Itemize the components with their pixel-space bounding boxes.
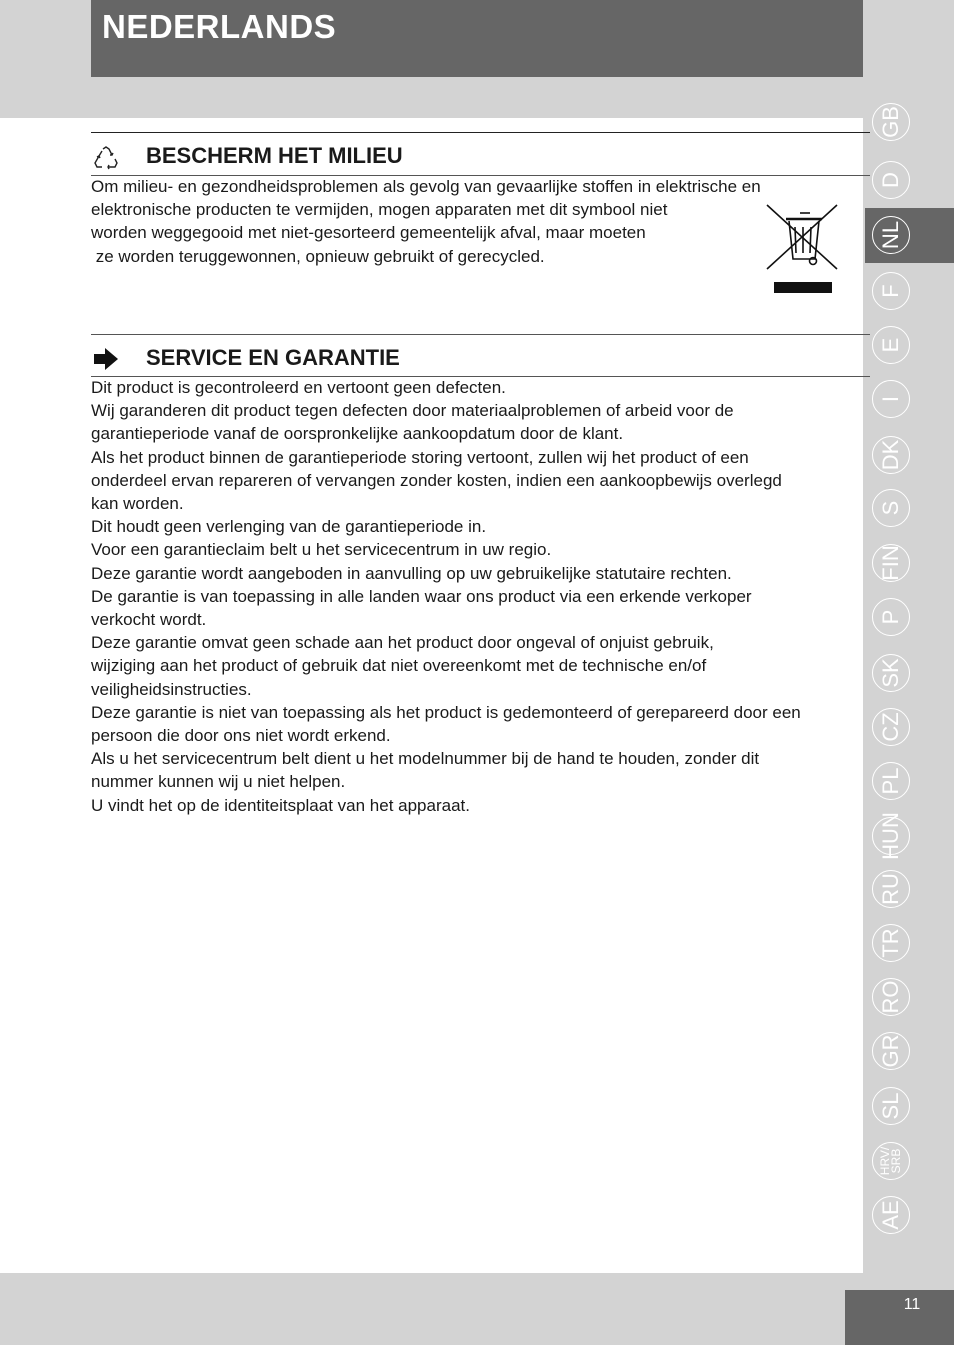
language-tab-label: E — [878, 337, 903, 353]
environment-paragraph: Om milieu- en gezondheidsproblemen als gevolg van gevaarlijke stoffen in elektrische en elektronische producten te vermijden, mogen apparaten met dit symbool niet worden weggegooid met niet-gesorteerd gemeentelijk afval, maar moeten ze worden teruggewonnen, opnieuw gebruikt of gerecycled. — [91, 177, 761, 266]
language-tab-gb[interactable] — [872, 103, 910, 141]
language-tab-label: HUN — [878, 812, 903, 860]
page-number: 11 — [903, 1296, 921, 1313]
section-title-service: SERVICE EN GARANTIE — [146, 345, 400, 370]
language-tab-ae[interactable] — [872, 1196, 910, 1234]
language-tab-hrvsrb[interactable] — [872, 1142, 910, 1180]
language-tab-i[interactable] — [872, 380, 910, 418]
language-tab-nl[interactable] — [872, 216, 910, 254]
language-tab-label: GR — [878, 1034, 903, 1068]
language-tab-pl[interactable] — [872, 762, 910, 800]
page-number-box — [845, 1290, 954, 1345]
language-tab-hun[interactable] — [872, 812, 910, 860]
language-tab-label: HRV/ SRB — [878, 1146, 903, 1176]
language-tab-ro[interactable] — [872, 978, 910, 1016]
language-tab-label: AE — [878, 1200, 903, 1230]
language-tab-fin[interactable] — [872, 544, 910, 582]
language-tab-label: P — [878, 609, 903, 625]
language-tab-gr[interactable] — [872, 1032, 910, 1070]
language-tab-tr[interactable] — [872, 924, 910, 962]
language-tab-cz[interactable] — [872, 708, 910, 746]
arrow-right-icon — [93, 346, 119, 372]
language-tab-sk[interactable] — [872, 654, 910, 692]
language-tab-ru[interactable] — [872, 870, 910, 908]
language-tab-label: PL — [878, 767, 903, 795]
language-tab-dk[interactable] — [872, 436, 910, 474]
header-bar — [91, 0, 863, 77]
recycle-icon — [93, 145, 119, 171]
language-tab-label: RU — [878, 873, 903, 905]
language-tab-label: TR — [878, 928, 903, 958]
section-title-environment: BESCHERM HET MILIEU — [146, 143, 403, 168]
language-tab-label: D — [878, 172, 903, 188]
language-tab-d[interactable] — [872, 161, 910, 199]
language-tab-label: NL — [878, 220, 903, 250]
language-tab-label: F — [878, 284, 903, 298]
language-tab-label: I — [878, 395, 903, 403]
section-top-rule — [91, 334, 870, 335]
section-top-rule — [91, 132, 870, 133]
language-tab-f[interactable] — [872, 272, 910, 310]
language-tab-label: SK — [878, 658, 903, 688]
language-tab-label: FIN — [878, 545, 903, 581]
language-tab-sl[interactable] — [872, 1087, 910, 1125]
crossed-out-wheelie-bin-icon — [764, 203, 840, 295]
language-tab-p[interactable] — [872, 598, 910, 636]
language-tab-label: RO — [878, 980, 903, 1014]
language-tab-label: S — [878, 500, 903, 516]
language-tab-label: DK — [878, 439, 903, 471]
service-paragraph: Dit product is gecontroleerd en vertoont geen defecten. Wij garanderen dit product tegen defecten door materiaalproblemen of arbeid voor de garantieperiode vanaf de oorspronkelijke aankoopdatum door de klant. Als het product binnen de garantieperiode storing vertoont, zullen wij het product of een onderdeel ervan repareren of vervangen zonder kosten, indien een aankoopbewijs overlegd kan worden. Dit houdt geen verlenging van de garantieperiode in. Voor een garantieclaim belt u het servicecentrum in uw regio. Deze garantie wordt aangeboden in aanvulling op uw gebruikelijke statutaire rechten. De garantie is van toepassing in alle landen waar ons product via een erkende verkoper verkocht wordt. Deze garantie omvat geen schade aan het product door ongeval of onjuist gebruik, wijziging aan het product of gebruik dat niet overeenkomt met de technische en/of veiligheidsinstructies. Deze garantie is niet van toepassing als het product is gedemonteerd of gerepareerd door een persoon die door ons niet wordt erkend. Als u het servicecentrum belt dient u het modelnummer bij de hand te houden, zonder dit nummer kunnen wij u niet helpen. U vindt het op de identiteitsplaat van het apparaat. — [91, 378, 801, 815]
language-tab-label: CZ — [878, 712, 903, 742]
language-tab-s[interactable] — [872, 489, 910, 527]
language-tab-label: GB — [878, 106, 903, 138]
language-tabs — [863, 0, 954, 1290]
page-title: NEDERLANDS — [102, 8, 337, 45]
language-tab-e[interactable] — [872, 326, 910, 364]
language-tab-label: SL — [878, 1092, 903, 1120]
